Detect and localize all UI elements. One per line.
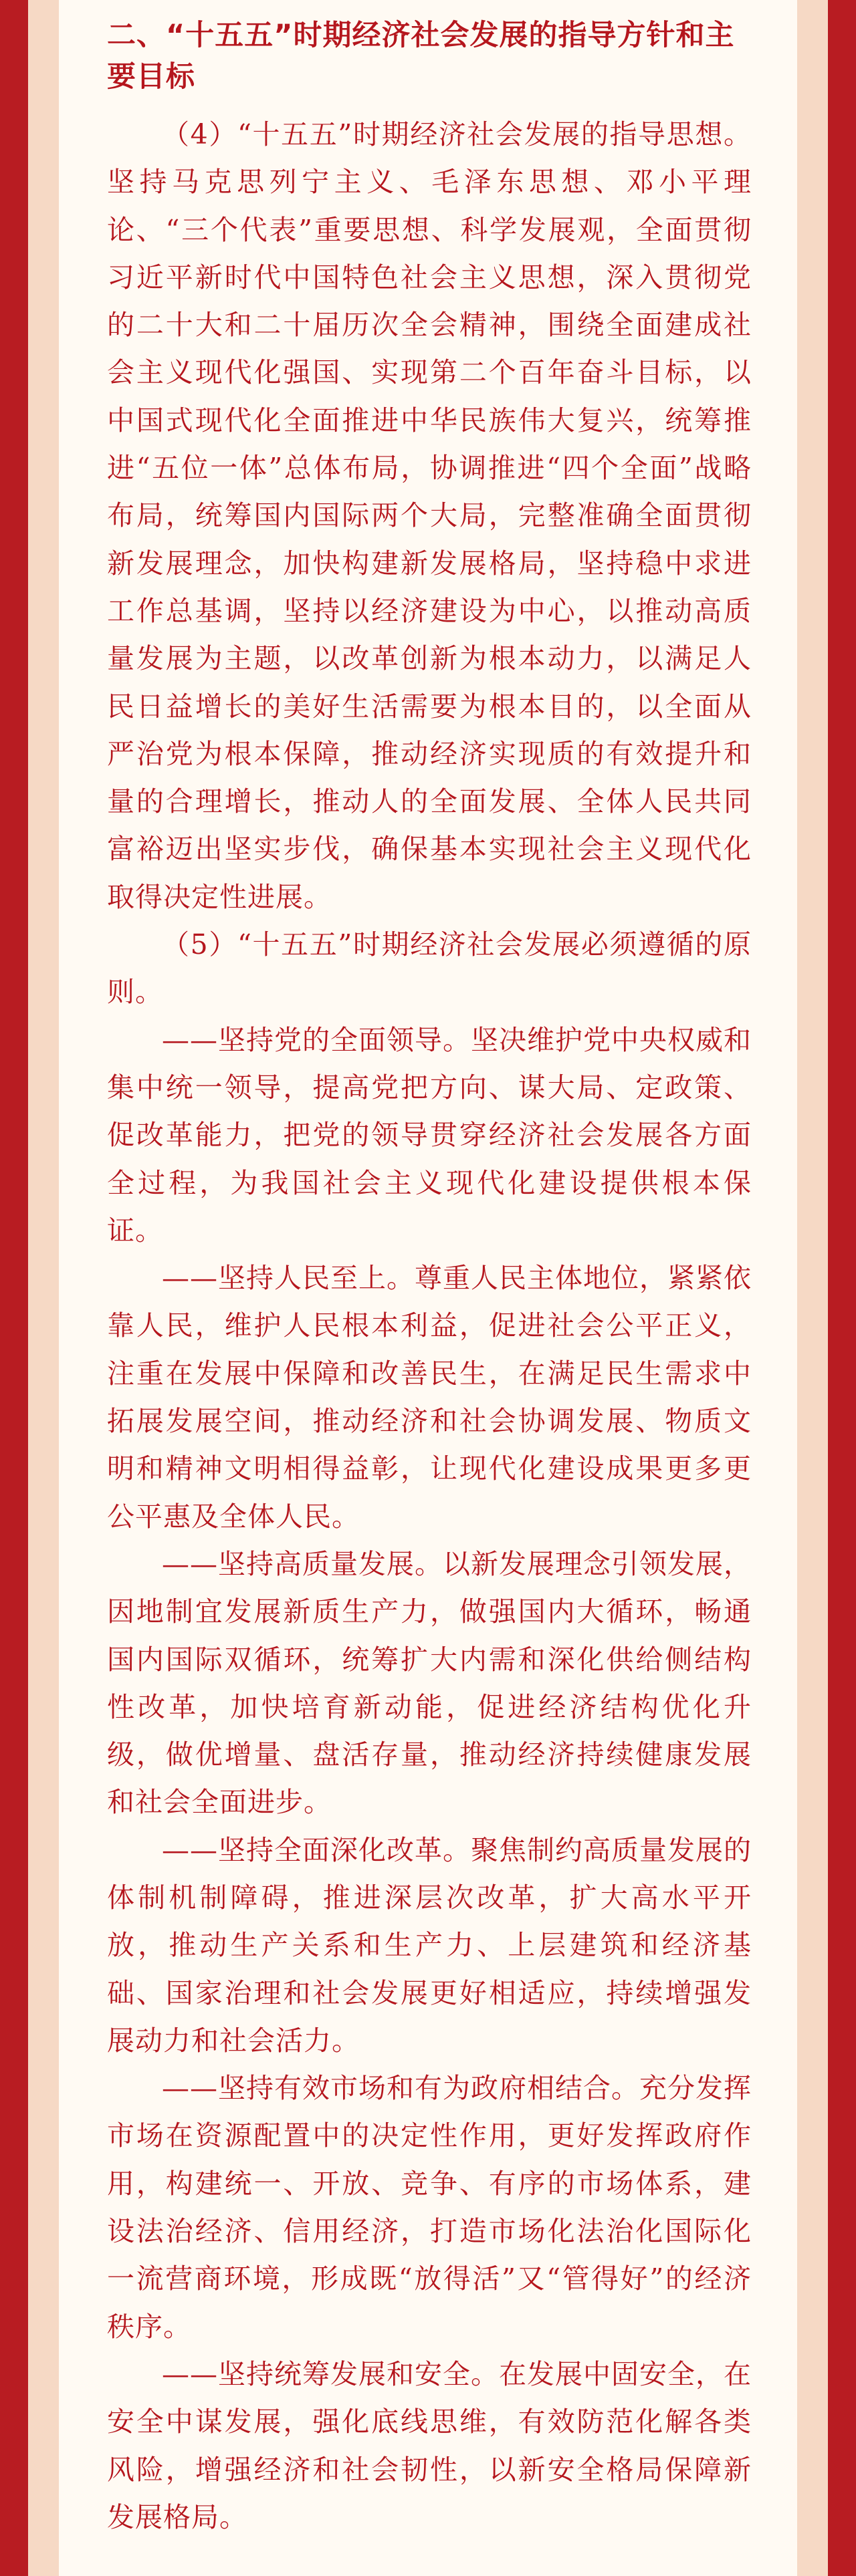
article-panel	[59, 0, 797, 2576]
paragraph-guiding-thought: （4）“十五五”时期经济社会发展的指导思想。坚持马克思列宁主义、毛泽东思想、邓小平理论、“三个代表”重要思想、科学发展观，全面贯彻习近平新时代中国特色社会主义思想，深入贯彻党的二十大和二十届历次全会精神，围绕全面建成社会主义现代化强国、实现第二个百年奋斗目标，以中国式现代化全面推进中华民族伟大复兴，统筹推进“五位一体”总体布局，协调推进“四个全面”战略布局，统筹国内国际两个大局，完整准确全面贯彻新发展理念，加快构建新发展格局，坚持稳中求进工作总基调，坚持以经济建设为中心，以推动高质量发展为主题，以改革创新为根本动力，以满足人民日益增长的美好生活需要为根本目的，以全面从严治党为根本保障，推动经济实现质的有效提升和量的合理增长，推动人的全面发展、全体人民共同富裕迈出坚实步伐，确保基本实现社会主义现代化取得决定性进展。	[107, 118, 752, 913]
paragraph-development-and-security: ——坚持统筹发展和安全。在发展中固安全，在安全中谋发展，强化底线思维，有效防范化解各类风险，增强经济和社会韧性，以新安全格局保障新发展格局。	[107, 2357, 752, 2533]
section-heading: 二、“十五五”时期经济社会发展的指导方针和主要目标	[107, 19, 735, 94]
paragraph-deepening-reform: ——坚持全面深化改革。聚焦制约高质量发展的体制机制障碍，推进深层次改革，扩大高水平开放，推动生产关系和生产力、上层建筑和经济基础、国家治理和社会发展更好相适应，持续增强发展动力和社会活力。	[107, 1833, 752, 2057]
paragraph-party-leadership: ——坚持党的全面领导。坚决维护党中央权威和集中统一领导，提高党把方向、谋大局、定政策、促改革能力，把党的领导贯穿经济社会发展各方面全过程，为我国社会主义现代化建设提供根本保证。	[107, 1023, 752, 1247]
paragraph-high-quality-development: ——坚持高质量发展。以新发展理念引领发展，因地制宜发展新质生产力，做强国内大循环，畅通国内国际双循环，统筹扩大内需和深化供给侧结构性改革，加快培育新动能，促进经济结构优化升级，做优增量、盘活存量，推动经济持续健康发展和社会全面进步。	[107, 1547, 752, 1819]
paragraph-market-and-government: ——坚持有效市场和有为政府相结合。充分发挥市场在资源配置中的决定性作用，更好发挥政府作用，构建统一、开放、竞争、有序的市场体系，建设法治经济、信用经济，打造市场化法治化国际化一流营商环境，形成既“放得活”又“管得好”的经济秩序。	[107, 2072, 752, 2343]
paragraph-people-first: ——坚持人民至上。尊重人民主体地位，紧紧依靠人民，维护人民根本利益，促进社会公平正义，注重在发展中保障和改善民生，在满足民生需求中拓展发展空间，推动经济和社会协调发展、物质文明和精神文明相得益彰，让现代化建设成果更多更公平惠及全体人民。	[107, 1262, 752, 1533]
paragraph-principles-intro: （5）“十五五”时期经济社会发展必须遵循的原则。	[107, 928, 752, 1009]
